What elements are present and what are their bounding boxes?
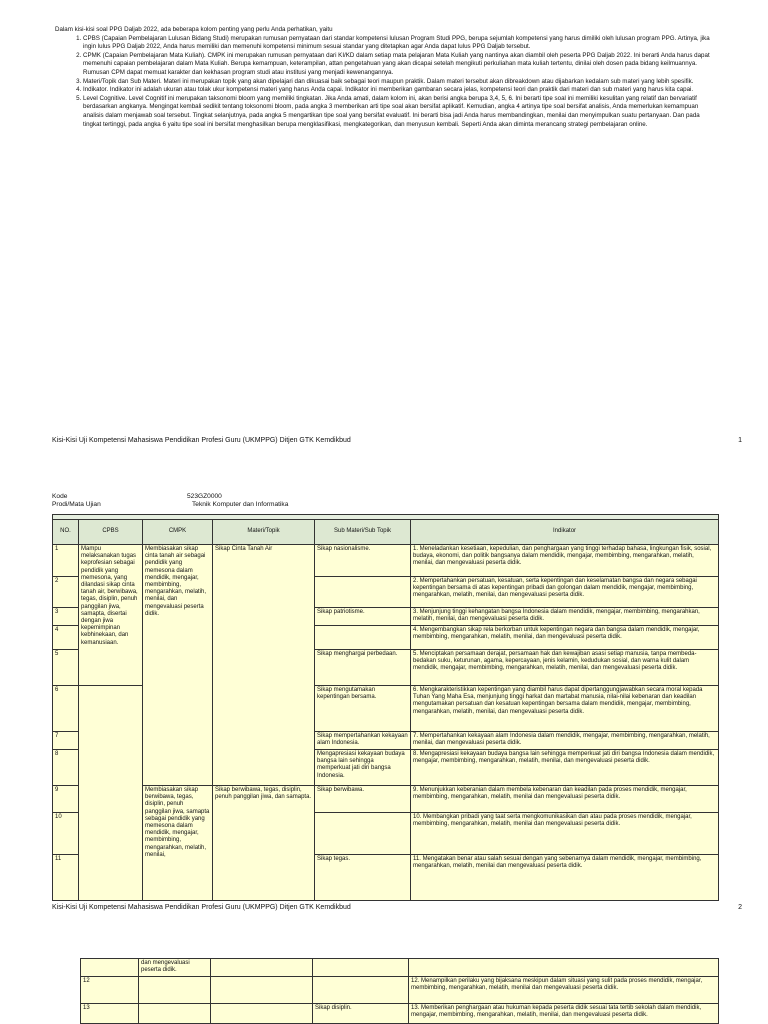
intro-lead: Dalam kisi-kisi soal PPG Daljab 2022, ada beberapa kolom penting yang perlu Anda perhatikan, yaitu [55,26,333,33]
row-no: 2 [53,577,79,608]
row-no: 9 [53,786,79,813]
intro-item-indikator: 4. Indikator. Indikator ini adalah ukuran atau tolak ukur kompetensi materi yang harus Anda capai. Indikator ini memberikan gambaran secara jelas, kompetensi teori dan praktik dari materi dan sub materi yang harus kita capai. [83,86,715,95]
indikator-cell: 11. Mengatakan benar atau salah sesuai dengan yang sebenarnya dalam mendidik, mengajar, membimbing, mengarahkan, melatih, menilai dan mengevaluasi peserta didik. [411,855,719,901]
intro-section [55,26,715,129]
sub-materi-cell: Sikap nasionalisme. [315,545,411,577]
materi-cell-empty [211,959,313,977]
row-no: 11 [53,855,79,901]
page-footer-2 [52,904,742,911]
footer-text: Kisi-Kisi Uji Kompetensi Mahasiswa Pendidikan Profesi Guru (UKMPPG) Ditjen GTK Kemdikbud [52,437,351,444]
indikator-cell: 9. Menunjukkan keberanian dalam membela kebenaran dan keadilan pada proses mendidik, mengajar, membimbing, mengarahkan, melatih, menilai dan mengevaluasi peserta didik. [411,786,719,813]
table-row [81,1004,719,1024]
materi-cell: Sikap berwibawa, tegas, disiplin, penuh panggilan jiwa, dan samapta. [213,786,315,901]
row-no: 12 [81,977,139,1004]
intro-list [55,35,715,130]
indikator-cell: 4. Mengembangkan sikap rela berkorban untuk kepentingan negara dan bangsa dalam mendidik, mengajar, membimbing, mengarahkan, melatih, menilai, dan mengevaluasi peserta didik. [411,626,719,650]
materi-cell: Sikap Cinta Tanah Air [213,545,315,786]
intro-item-cpbs: 1. CPBS (Capaian Pembelajaran Lulusan Bidang Studi) merupakan rumusan pernyataan dari standar kompetensi lulusan Program Studi PPG, berupa sejumlah kompetensi yang harus dimiliki oleh lulusan program PPG. Artinya, jika ingin lulus PPG Daljab 2022, Anda harus memiliki dan memenuhi kompetensi minimum sesuai standar yang ditetapkan agar Anda dapat lulus PPG Daljab tersebut. [83,35,715,52]
row-no: 1 [53,545,79,577]
kisi-kisi-table-continued [80,958,719,1024]
row-no: 7 [53,732,79,750]
header-materi: Materi/Topik [213,520,315,545]
sub-materi-cell: Sikap mengutamakan kepentingan bersama. [315,686,411,732]
cmpk-cell: dan mengevaluasi peserta didik. [139,959,211,977]
row-no: 13 [81,1004,139,1024]
footer-text: Kisi-Kisi Uji Kompetensi Mahasiswa Pendidikan Profesi Guru (UKMPPG) Ditjen GTK Kemdikbud [52,904,351,911]
intro-item-cpmk: 2. CPMK (Capaian Pembelajaran Mata Kuliah). CMPK ini merupakan rumusan pernyataan dari KI/KD dalam setiap mata pelajaran Mata Kuliah yang nantinya akan diambil oleh peserta PPG Daljab 2022. Ini berarti Anda harus dapat memenuhi capaian pembelajaran dalam Mata Kuliah. Berupa kemampuan, keterampilan, attan pengetahuan yang akan dicapai setelah mengikuti perkuliahan mata kuliah tertentu, dinilai oleh dosen pada bidang keilmuannya. Rumusan CPM dapat memuat karakter dan kekhasan program studi atau institusi yang menjadi kewenangannya. [83,52,715,78]
page-number: 2 [738,904,742,911]
sub-materi-cell [315,813,411,855]
header-cpbs: CPBS [79,520,143,545]
kode-value: 523GZ0000 [187,493,222,500]
cmpk-cell: Membiasakan sikap cinta tanah air sebagai pendidik yang memesona dalam mendidik, mengajar, membimbing, mengarahkan, melatih, menilai, dan mengevaluasi peserta didik. [143,545,213,786]
cpbs-cell: Mampu melaksanakan tugas keprofesian sebagai pendidik yang memesona, yang dilandasi sikap cinta tanah air, berwibawa, tegas, disiplin, penuh panggilan jiwa, samapta, disertai dengan jiwa kepemimpinan kebhinekaan, dan kemanusiaan. [79,545,143,686]
table-row [81,977,719,1004]
indikator-cell: 6. Mengkarakteristikkan kepentingan yang diambil harus dapat dipertanggungjawabkan secara moral kepada Tuhan Yang Maha Esa, menjunjung tinggi harkat dan martabat manusia, nilai-nilai kebenaran dan keadilan mengutamakan persatuan dan kesatuan kepentingan bersama dalam mendidik, mengajar, membimbing, mengarahkan, melatih, menilai, dan mengevaluasi peserta didik. [411,686,719,732]
indikator-cell: 7. Mempertahankan kekayaan alam Indonesia dalam mendidik, mengajar, membimbing, mengarahkan, melatih, menilai, dan mengevaluasi peserta didik. [411,732,719,750]
sub-materi-cell: Sikap tegas. [315,855,411,901]
header-indikator: Indikator [411,520,719,545]
indikator-cell: 12. Menampilkan perilaku yang bijaksana meskipun dalam situasi yang sulit pada proses mendidik, mengajar, membimbing, mengarahkan, melatih, menilai dan mengevaluasi peserta didik. [409,977,719,1004]
kode-label: Kode [52,493,68,500]
prodi-value: Teknik Komputer dan Informatika [192,501,289,508]
indikator-cell: 10. Membangkan pribadi yang taat serta mengkomunikasikan dan atau pada proses mendidik, mengajar, membimbing, mengarahkan, melatih, menilai dan mengevaluasi peserta didik. [411,813,719,855]
indikator-cell: 3. Menjunjung tinggi kehangatan bangsa Indonesia dalam mendidik, mengajar, membimbing, mengarahkan, melatih, menilai, dan mengevaluasi peserta didik. [411,608,719,626]
row-no: 8 [53,750,79,786]
sub-materi-cell: Mengapresiasi kekayaan budaya bangsa lain sehingga memperkuat jati diri bangsa Indonesia. [315,750,411,786]
sub-materi-cell: Sikap patriotisme. [315,608,411,626]
no-cell-empty [81,959,139,977]
table-row [53,545,719,577]
sub-materi-cell: Sikap berwibawa. [315,786,411,813]
row-no: 3 [53,608,79,626]
indikator-cell: 2. Mempertahankan persatuan, kesatuan, serta kepentingan dan keselamatan bangsa dan negara sebagai kepentingan bersama di atas kepentingan pribadi dan golongan dalam mendidik, mengajar, membimbing, mengarahkan, melatih, menilai, dan mengevaluasi peserta didik. [411,577,719,608]
sub-materi-cell-empty [313,959,409,977]
page-footer-1 [52,437,742,444]
indikator-cell-empty [409,959,719,977]
document-meta [52,493,288,509]
sub-materi-cell [313,977,409,1004]
page-number: 1 [738,437,742,444]
prodi-label: Prodi/Mata Ujian [52,501,101,508]
sub-materi-cell [315,626,411,650]
intro-item-materi: 3. Materi/Topik dan Sub Materi. Materi ini merupakan topik yang akan dipelajari dan dikuasai baik sebagai teori maupun praktik. Dalam materi tersebut akan dibreakdown atau dijabarkan kedalam sub materi yang lebih spesifik. [83,78,715,87]
cpbs-cell-empty [79,686,143,901]
indikator-cell: 5. Menciptakan persamaan derajat, persamaan hak dan kewajiban asasi setiap manusia, tanpa membeda-bedakan suku, keturunan, agama, kepercayaan, jenis kelamin, kedudukan sosial, dan warna kulit dalam mendidik, mengajar, membimbing, mengarahkan, melatih, menilai, dan mengevaluasi peserta didik. [411,650,719,686]
row-no: 6 [53,686,79,732]
sub-materi-cell: Sikap menghargai perbedaan. [315,650,411,686]
header-no: NO. [53,520,79,545]
materi-cell-empty [211,1004,313,1024]
indikator-cell: 8. Mengapresiasi kekayaan budaya bangsa lain sehingga memperkuat jati diri bangsa Indonesia dalam mendidik, mengajar, membimbing, mengarahkan, melatih, menilai, dan mengevaluasi peserta didik. [411,750,719,786]
indikator-cell: 1. Meneladankan kesetiaan, kepedulian, dan penghargaan yang tinggi terhadap bahasa, lingkungan fisik, sosial, budaya, ekonomi, dan politik bangsanya dalam mendidik, mengajar, membimbing, mengarahkan, melatih, menilai, dan mengevaluasi peserta didik. [411,545,719,577]
kisi-kisi-table [52,514,719,901]
header-sub-materi: Sub Materi/Sub Topik [315,520,411,545]
sub-materi-cell: Sikap disiplin. [313,1004,409,1024]
table-row [53,786,719,813]
sub-materi-cell [315,577,411,608]
intro-item-level: 5. Level Cognitive. Level Cognitif ini merupakan taksonomi bloom yang memiliki tingkatan. Jika Anda amati, dalam kolom ini, akan berisi angka berupa 3,4, 5, 6. Ini berarti tipe soal ini memiliki kesulitan yang relatif dan bervariatif berdasarkan angkanya. Mengingat kembali sedikit tentang toksonomi bloom, pada angka 3 memberikan arti tipe soal akan bersifat aplikatif. Kemudian, angka 4 artinya tipe soal bersifat analisis, Anda memerlukan kemampuan analisis dalam menjawab soal tersebut. Tingkat selanjutnya, pada angka 5 mengartikan tipe soal yang bersifat evaluatif. Ini berarti bisa jadi Anda harus membandingkan, menilai dan menyimpulkan suatu pertanyaan. Dan pada tingkat tertinggi, pada angka 6 yaitu tipe soal ini bersifat menghasilkan berupa mengklasifikasi, mengkategorikan, dan menyusun kembali. Seperti Anda akan diminta merancang strategi pembelajaran online. [83,95,715,129]
cmpk-cell-empty [139,1004,211,1024]
row-no: 10 [53,813,79,855]
row-no: 5 [53,650,79,686]
header-cmpk: CMPK [143,520,213,545]
sub-materi-cell: Sikap mempertahankan kekayaan alam Indonesia. [315,732,411,750]
materi-cell-empty [211,977,313,1004]
cmpk-cell: Membiasakan sikap berwibawa, tegas, disiplin, penuh panggilan jiwa, samapta sebagai pendidik yang memesona dalam mendidik, mengajar, membimbing, mengarahkan, melatih, menilai, [143,786,213,901]
row-no: 4 [53,626,79,650]
table-row [81,959,719,977]
indikator-cell: 13. Memberikan penghargaan atau hukuman kepada peserta didik sesuai tata tertib sekolah dalam mendidik, mengajar, membimbing, mengarahkan, melatih, menilai, dan mengevaluasi peserta didik. [409,1004,719,1024]
cmpk-cell-empty [139,977,211,1004]
